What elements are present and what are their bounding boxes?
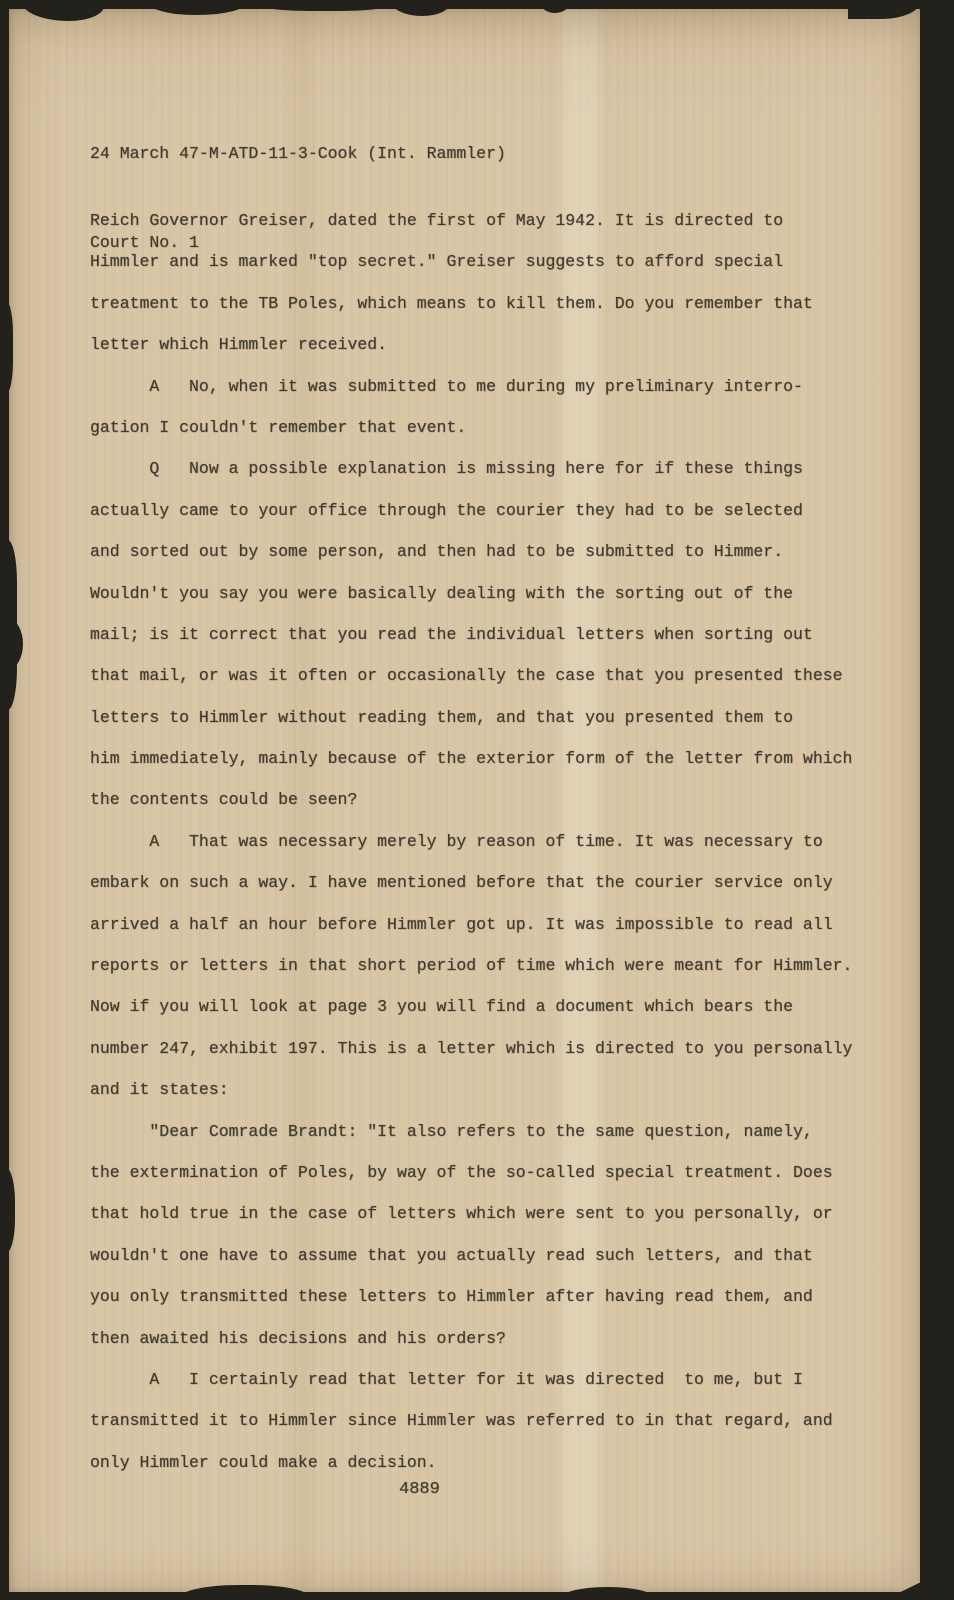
- page-number: 4889: [399, 1480, 440, 1499]
- transcript-line: A No, when it was submitted to me during my preliminary interro-: [90, 376, 803, 396]
- transcript-line: mail; is it correct that you read the individual letters when sorting out: [90, 624, 813, 644]
- transcript-line: you only transmitted these letters to Himmler after having read them, and: [90, 1287, 813, 1307]
- transcript-line: Himmler and is marked "top secret." Greiser suggests to afford special: [90, 252, 784, 272]
- transcript-line: A That was necessary merely by reason of time. It was necessary to: [90, 831, 823, 851]
- transcript-body: [90, 200, 852, 1483]
- transcript-line: him immediately, mainly because of the exterior form of the letter from which: [90, 749, 853, 769]
- header-line-court: Court No. 1: [90, 233, 199, 253]
- transcript-line: reports or letters in that short period of time which were meant for Himmler.: [90, 956, 853, 976]
- transcript-line: treatment to the TB Poles, which means to kill them. Do you remember that: [90, 293, 813, 313]
- torn-edge-left: [0, 300, 13, 395]
- transcript-line: arrived a half an hour before Himmler got up. It was impossible to read all: [90, 914, 833, 934]
- transcript-line: then awaited his decisions and his orders?: [90, 1328, 506, 1348]
- transcript-line: Wouldn't you say you were basically dealing with the sorting out of the: [90, 583, 794, 603]
- transcript-line: "Dear Comrade Brandt: "It also refers to the same question, namely,: [90, 1121, 813, 1141]
- transcript-line: Now if you will look at page 3 you will find a document which bears the: [90, 997, 794, 1017]
- transcript-line: Reich Governor Greiser, dated the first of May 1942. It is directed to: [90, 211, 784, 230]
- torn-edge-bottom: [180, 1585, 310, 1600]
- transcript-line: actually came to your office through the courier they had to be selected: [90, 500, 803, 520]
- transcript-line: number 247, exhibit 197. This is a letter which is directed to you personally: [90, 1038, 853, 1058]
- transcript-line: that hold true in the case of letters which were sent to you personally, or: [90, 1204, 833, 1224]
- transcript-line: letters to Himmler without reading them, and that you presented them to: [90, 707, 794, 727]
- header-line-case: 24 March 47-M-ATD-11-3-Cook (Int. Rammler): [90, 144, 506, 163]
- transcript-line: A I certainly read that letter for it was directed to me, but I: [90, 1369, 803, 1389]
- transcript-line: letter which Himmler received.: [90, 335, 388, 355]
- transcript-line: only Himmler could make a decision.: [90, 1452, 437, 1472]
- transcript-line: the extermination of Poles, by way of the so-called special treatment. Does: [90, 1162, 833, 1182]
- transcript-line: and sorted out by some person, and then had to be submitted to Himmer.: [90, 542, 784, 562]
- transcript-line: wouldn't one have to assume that you actually read such letters, and that: [90, 1245, 813, 1265]
- transcript-line: and it states:: [90, 1080, 229, 1100]
- transcript-line: that mail, or was it often or occasionally the case that you presented these: [90, 666, 843, 686]
- transcript-line: embark on such a way. I have mentioned before that the courier service only: [90, 873, 833, 893]
- transcript-line: Q Now a possible explanation is missing here for if these things: [90, 459, 803, 479]
- transcript-line: gation I couldn't remember that event.: [90, 417, 467, 437]
- transcript-line: the contents could be seen?: [90, 790, 358, 810]
- transcript-line: transmitted it to Himmler since Himmler was referred to in that regard, and: [90, 1411, 833, 1431]
- torn-edge-left: [0, 1168, 15, 1253]
